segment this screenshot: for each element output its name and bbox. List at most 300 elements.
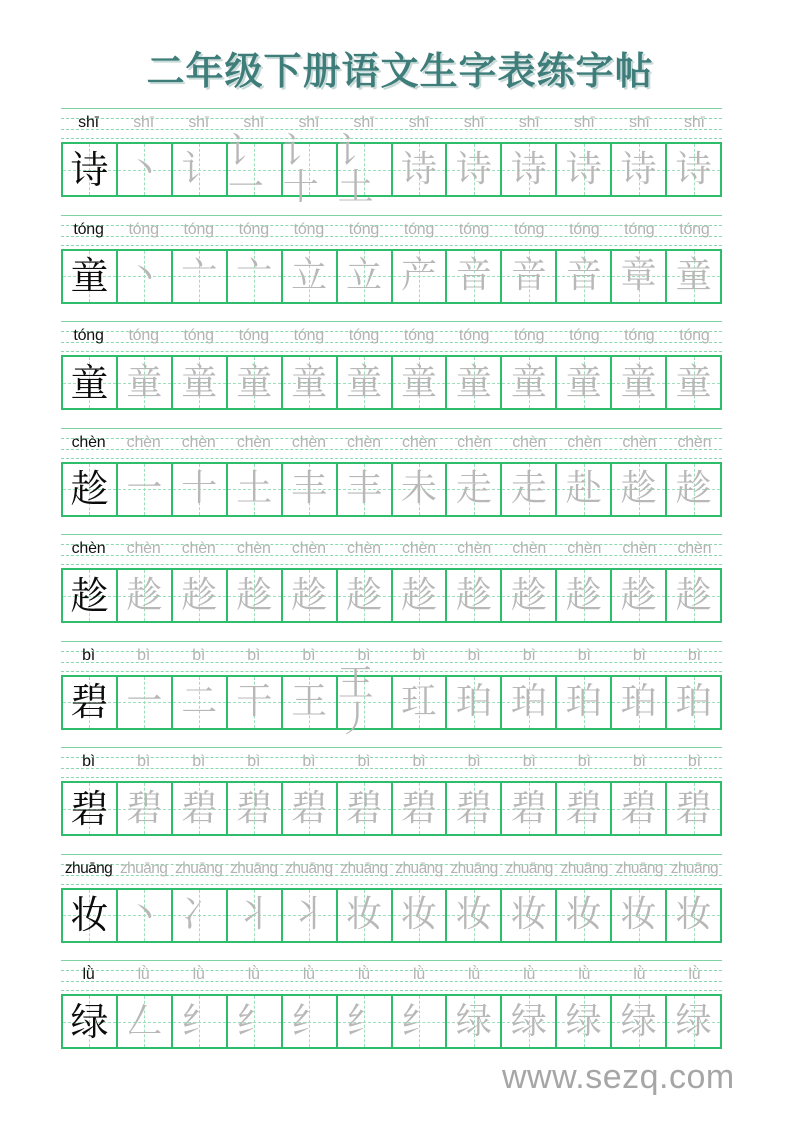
stroke-step-character: 音 — [455, 255, 492, 296]
stroke-step-character: 童 — [675, 361, 712, 403]
stroke-step-character: 王丿 — [337, 663, 374, 740]
stroke-step-character: 趁 — [236, 574, 273, 616]
stroke-step-character: 趁 — [291, 574, 328, 616]
pinyin-trace: tóng — [458, 220, 490, 238]
trace-cell — [393, 677, 448, 728]
stroke-step-character: 土 — [236, 468, 273, 509]
trace-cell — [502, 570, 557, 621]
pinyin-trace: tóng — [183, 220, 214, 238]
pinyin-trace: lǜ — [357, 966, 370, 983]
trace-cell — [667, 890, 720, 941]
stroke-step-character: 冫 — [181, 894, 218, 935]
stroke-step-character: 丬 — [236, 894, 273, 935]
pinyin-trace: bì — [687, 646, 701, 664]
page-title: 二年级下册语文生字表练字帖 — [146, 48, 654, 93]
guide-line — [61, 245, 722, 246]
trace-cell — [227, 130, 283, 208]
stroke-step-character: 趁 — [675, 468, 712, 509]
stroke-step-character: 趁 — [675, 574, 712, 616]
tianzige-row — [61, 249, 722, 304]
pinyin-trace: lǜ — [523, 966, 536, 983]
trace-cell — [447, 677, 502, 728]
trace-cell — [283, 251, 338, 302]
pinyin-trace: shī — [573, 114, 595, 131]
pinyin-trace: shī — [188, 114, 210, 131]
pinyin-model: bì — [82, 753, 96, 770]
stroke-step-character: 珀 — [455, 681, 492, 722]
pinyin-row — [61, 962, 722, 988]
trace-cell — [667, 464, 720, 515]
pinyin-trace: shī — [298, 114, 320, 131]
trace-cell — [173, 357, 228, 408]
trace-cell — [667, 677, 720, 728]
pinyin-trace: bì — [247, 646, 261, 664]
practice-row — [61, 639, 722, 746]
trace-cell — [502, 357, 557, 408]
trace-cell — [228, 357, 283, 408]
stroke-step-character: 纟 — [400, 1000, 437, 1042]
trace-cell — [393, 144, 448, 195]
model-cell — [63, 357, 118, 408]
trace-cell — [338, 251, 393, 302]
pinyin-trace: shī — [628, 114, 650, 131]
pinyin-row — [61, 536, 722, 562]
trace-cell — [118, 677, 173, 728]
guide-line — [61, 351, 722, 352]
trace-cell — [173, 783, 228, 834]
model-cell — [63, 677, 118, 728]
trace-cell — [228, 890, 283, 941]
tianzige-row — [61, 781, 722, 836]
stroke-step-character: 碧 — [236, 787, 273, 829]
stroke-step-character: 童 — [510, 361, 547, 403]
pinyin-trace: tóng — [238, 327, 269, 344]
trace-cell — [667, 996, 720, 1047]
stroke-step-character: 绿 — [510, 1000, 547, 1042]
pinyin-trace: bì — [632, 646, 646, 664]
pinyin-trace: chèn — [291, 433, 326, 451]
trace-cell — [118, 783, 173, 834]
stroke-step-character: 趁 — [126, 574, 163, 616]
stroke-step-character: 碧 — [181, 787, 218, 829]
stroke-step-character: 趁 — [620, 574, 657, 616]
trace-cell — [557, 677, 612, 728]
trace-cell — [612, 996, 667, 1047]
pinyin-trace: zhuāng — [615, 859, 663, 877]
stroke-step-character: 纟 — [181, 1000, 218, 1042]
trace-cell — [228, 783, 283, 834]
trace-cell — [447, 890, 502, 941]
model-character: 绿 — [70, 999, 109, 1044]
stroke-step-character: 碧 — [126, 787, 163, 829]
trace-cell — [118, 357, 173, 408]
stroke-step-character: 立 — [346, 255, 383, 296]
trace-cell — [557, 464, 612, 515]
pinyin-trace: bì — [137, 646, 151, 664]
pinyin-trace: shī — [408, 114, 430, 131]
trace-cell — [557, 251, 612, 302]
trace-cell — [667, 570, 720, 621]
trace-cell — [502, 251, 557, 302]
trace-cell — [557, 890, 612, 941]
stroke-step-character: 童 — [291, 361, 328, 403]
pinyin-trace: bì — [467, 753, 481, 770]
pinyin-trace: lǜ — [302, 966, 315, 983]
pinyin-trace: zhuāng — [450, 859, 498, 877]
trace-cell — [612, 464, 667, 515]
trace-cell — [393, 357, 448, 408]
pinyin-trace: shī — [133, 114, 154, 131]
stroke-step-character: 童 — [181, 361, 218, 403]
trace-cell — [338, 996, 393, 1047]
stroke-step-character: 碧 — [455, 787, 492, 829]
pinyin-trace: zhuāng — [285, 859, 333, 877]
trace-cell — [118, 996, 173, 1047]
trace-cell — [393, 783, 448, 834]
trace-cell — [557, 570, 612, 621]
trace-cell — [173, 996, 228, 1047]
stroke-step-character: 𠃋 — [126, 1000, 163, 1042]
pinyin-trace: shī — [463, 114, 485, 131]
pinyin-trace: chèn — [512, 433, 547, 451]
pinyin-trace: chèn — [126, 433, 161, 451]
pinyin-trace: chèn — [181, 433, 216, 451]
stroke-step-character: 玒 — [400, 681, 437, 722]
stroke-step-character: 妆 — [400, 894, 437, 935]
trace-cell — [283, 677, 338, 728]
pinyin-trace: lǜ — [468, 966, 481, 983]
stroke-step-character: 丶 — [126, 894, 163, 935]
stroke-step-character: 丰 — [346, 468, 383, 509]
pinyin-trace: bì — [522, 646, 536, 664]
stroke-step-character: 丶 — [126, 255, 163, 296]
pinyin-trace: chèn — [567, 433, 602, 451]
model-character: 童 — [70, 360, 109, 405]
trace-cell — [283, 890, 338, 941]
pinyin-trace: tóng — [128, 327, 159, 344]
stroke-step-character: 绿 — [565, 1000, 602, 1042]
stroke-step-character: 碧 — [346, 787, 383, 829]
pinyin-trace: tóng — [458, 327, 490, 344]
stroke-step-character: 讠土 — [337, 130, 374, 208]
stroke-step-character: 走 — [510, 468, 547, 509]
stroke-step-character: 讠十 — [282, 130, 319, 208]
trace-cell — [502, 144, 557, 195]
trace-cell — [667, 357, 720, 408]
model-character: 趁 — [70, 467, 109, 511]
guide-line — [61, 884, 722, 885]
tianzige-row — [61, 994, 722, 1049]
trace-cell — [447, 996, 502, 1047]
pinyin-trace: chèn — [622, 433, 657, 451]
practice-row — [61, 213, 722, 320]
pinyin-trace: chèn — [346, 540, 381, 557]
tianzige-row — [61, 355, 722, 410]
pinyin-model: shī — [78, 114, 99, 131]
stroke-step-character: 音 — [565, 255, 602, 296]
pinyin-trace: tóng — [348, 327, 380, 344]
stroke-step-character: 立 — [291, 255, 328, 296]
trace-cell — [118, 144, 173, 195]
pinyin-trace: chèn — [346, 433, 381, 451]
stroke-step-character: 王 — [291, 681, 328, 722]
tianzige-row — [61, 130, 722, 208]
guide-line — [61, 990, 722, 991]
pinyin-trace: lǜ — [192, 966, 205, 983]
stroke-step-character: 趁 — [181, 574, 218, 616]
pinyin-trace: chèn — [457, 540, 492, 557]
trace-cell — [393, 890, 448, 941]
pinyin-trace: bì — [467, 646, 481, 664]
pinyin-trace: zhuāng — [175, 859, 223, 877]
stroke-step-character: 珀 — [675, 681, 712, 722]
stroke-step-character: 童 — [236, 361, 273, 403]
pinyin-row — [61, 323, 722, 349]
trace-cell — [228, 677, 283, 728]
trace-cell — [612, 890, 667, 941]
pinyin-row — [61, 110, 722, 136]
stroke-step-character: 十 — [181, 468, 218, 509]
pinyin-trace: chèn — [236, 433, 271, 451]
pinyin-trace: bì — [632, 753, 646, 770]
pinyin-trace: chèn — [677, 433, 712, 451]
model-character: 诗 — [70, 147, 109, 192]
trace-cell — [447, 357, 502, 408]
stroke-step-character: 童 — [455, 361, 492, 403]
trace-cell — [228, 251, 283, 302]
pinyin-trace: tóng — [513, 327, 545, 344]
stroke-step-character: 产 — [400, 255, 437, 296]
guide-line — [61, 564, 722, 565]
pinyin-trace: bì — [577, 646, 591, 664]
guide-line — [61, 777, 722, 778]
stroke-step-character: 趁 — [620, 468, 657, 509]
pinyin-row — [61, 430, 722, 456]
practice-row — [61, 319, 722, 426]
pinyin-model: lǜ — [82, 966, 95, 983]
model-character: 碧 — [70, 680, 109, 724]
pinyin-trace: lǜ — [633, 966, 646, 983]
stroke-step-character: 妆 — [675, 894, 712, 935]
pinyin-trace: chèn — [181, 540, 216, 557]
trace-cell — [502, 996, 557, 1047]
stroke-step-character: 走 — [455, 468, 492, 509]
practice-row — [61, 958, 722, 1065]
stroke-step-character: 诗 — [510, 148, 547, 190]
trace-cell — [667, 783, 720, 834]
pinyin-trace: bì — [412, 646, 426, 664]
trace-cell — [393, 251, 448, 302]
stroke-step-character: 章 — [620, 255, 657, 296]
pinyin-row — [61, 856, 722, 882]
stroke-step-character: 童 — [675, 255, 712, 296]
stroke-step-character: 碧 — [291, 787, 328, 829]
stroke-step-character: 诗 — [565, 148, 602, 190]
trace-cell — [393, 464, 448, 515]
stroke-step-character: 童 — [400, 361, 437, 403]
pinyin-trace: zhuāng — [395, 859, 443, 877]
stroke-step-character: 纟 — [346, 1000, 383, 1042]
pinyin-trace: chèn — [291, 540, 326, 557]
pinyin-trace: chèn — [512, 540, 547, 557]
tianzige-row — [61, 663, 722, 740]
pinyin-trace: bì — [302, 753, 316, 770]
trace-cell — [447, 464, 502, 515]
pinyin-trace: shī — [353, 114, 375, 131]
pinyin-model: tóng — [73, 327, 104, 344]
stroke-step-character: 诗 — [455, 148, 492, 190]
trace-cell — [557, 783, 612, 834]
tianzige-row — [61, 462, 722, 517]
guide-line — [61, 138, 722, 139]
stroke-step-character: 碧 — [620, 787, 657, 829]
trace-cell — [173, 570, 228, 621]
pinyin-trace: chèn — [457, 433, 492, 451]
pinyin-trace: bì — [357, 753, 371, 770]
stroke-step-character: 诗 — [400, 148, 437, 190]
trace-cell — [173, 251, 228, 302]
trace-cell — [502, 677, 557, 728]
model-cell — [63, 996, 118, 1047]
trace-cell — [283, 464, 338, 515]
pinyin-trace: bì — [192, 753, 206, 770]
stroke-step-character: 趁 — [346, 574, 383, 616]
model-cell — [63, 783, 118, 834]
pinyin-trace: tóng — [679, 327, 710, 344]
model-character: 碧 — [70, 786, 109, 831]
stroke-step-character: 丶 — [126, 148, 163, 190]
stroke-step-character: 妆 — [455, 894, 492, 935]
trace-cell — [393, 996, 448, 1047]
watermark: www.sezq.com — [502, 1058, 735, 1096]
pinyin-trace: chèn — [677, 540, 712, 557]
trace-cell — [557, 144, 612, 195]
pinyin-trace: chèn — [402, 433, 436, 451]
trace-cell — [283, 357, 338, 408]
pinyin-model: tóng — [73, 220, 104, 238]
trace-cell — [173, 144, 228, 195]
pinyin-row — [61, 217, 722, 243]
trace-cell — [393, 570, 448, 621]
pinyin-trace: zhuāng — [340, 859, 388, 877]
pinyin-trace: tóng — [128, 220, 159, 238]
trace-cell — [612, 783, 667, 834]
pinyin-model: chèn — [71, 540, 106, 557]
pinyin-trace: zhuāng — [119, 859, 168, 877]
stroke-step-character: 童 — [346, 361, 383, 403]
pinyin-trace: tóng — [348, 220, 380, 238]
trace-cell — [612, 677, 667, 728]
pinyin-trace: zhuāng — [670, 859, 719, 877]
pinyin-trace: bì — [302, 646, 316, 664]
trace-cell — [557, 996, 612, 1047]
pinyin-trace: tóng — [293, 327, 325, 344]
stroke-step-character: 讠一 — [227, 130, 264, 208]
trace-cell — [338, 464, 393, 515]
trace-cell — [228, 996, 283, 1047]
stroke-step-character: 亠 — [236, 255, 273, 296]
pinyin-trace: bì — [357, 646, 371, 664]
pinyin-trace: tóng — [569, 327, 600, 344]
trace-cell — [283, 783, 338, 834]
pinyin-trace: tóng — [403, 220, 435, 238]
pinyin-trace: bì — [192, 646, 206, 664]
stroke-step-character: 珀 — [620, 681, 657, 722]
pinyin-trace: chèn — [622, 540, 657, 557]
trace-cell — [338, 357, 393, 408]
trace-cell — [338, 890, 393, 941]
pinyin-model: bì — [82, 646, 96, 664]
model-character: 趁 — [70, 573, 109, 618]
pinyin-trace: tóng — [513, 220, 545, 238]
stroke-step-character: 讠 — [181, 148, 218, 190]
model-cell — [63, 890, 118, 941]
trace-cell — [283, 996, 338, 1047]
practice-sheet — [61, 106, 722, 1065]
model-cell — [63, 251, 118, 302]
pinyin-trace: zhuāng — [505, 859, 553, 877]
trace-cell — [502, 890, 557, 941]
stroke-step-character: 童 — [565, 361, 602, 403]
stroke-step-character: 纟 — [291, 1000, 328, 1042]
pinyin-trace: chèn — [126, 540, 161, 557]
stroke-step-character: 绿 — [455, 1000, 492, 1042]
pinyin-trace: shī — [684, 114, 705, 131]
stroke-step-character: 碧 — [400, 787, 437, 829]
model-cell — [63, 144, 118, 195]
stroke-step-character: 碧 — [675, 787, 712, 829]
pinyin-trace: tóng — [569, 220, 600, 238]
stroke-step-character: 亠 — [181, 255, 218, 296]
stroke-step-character: 童 — [126, 361, 163, 403]
stroke-step-character: 珀 — [510, 681, 547, 722]
guide-line — [61, 671, 722, 672]
stroke-step-character: 妆 — [346, 894, 383, 935]
pinyin-trace: tóng — [183, 327, 214, 344]
pinyin-trace: lǜ — [137, 966, 150, 983]
trace-cell — [283, 570, 338, 621]
stroke-step-character: 碧 — [565, 787, 602, 829]
pinyin-trace: tóng — [238, 220, 269, 238]
stroke-step-character: 趁 — [455, 574, 492, 616]
model-cell — [63, 464, 118, 515]
trace-cell — [667, 144, 720, 195]
pinyin-trace: tóng — [403, 327, 435, 344]
trace-cell — [118, 570, 173, 621]
pinyin-trace: lǜ — [412, 966, 426, 983]
trace-cell — [612, 570, 667, 621]
stroke-step-character: 诗 — [675, 148, 712, 190]
stroke-step-character: 干 — [236, 681, 273, 722]
tianzige-row — [61, 568, 722, 623]
stroke-step-character: 童 — [620, 361, 657, 403]
trace-cell — [337, 130, 393, 208]
practice-row — [61, 532, 722, 639]
trace-cell — [228, 570, 283, 621]
pinyin-trace: lǜ — [688, 966, 701, 983]
stroke-step-character: 丰 — [291, 468, 328, 509]
trace-cell — [228, 464, 283, 515]
pinyin-model: zhuāng — [64, 859, 113, 877]
trace-cell — [118, 890, 173, 941]
stroke-step-character: 妆 — [565, 894, 602, 935]
stroke-step-character: 一 — [126, 468, 163, 509]
pinyin-row — [61, 643, 722, 669]
practice-row — [61, 106, 722, 213]
stroke-step-character: 趁 — [565, 574, 602, 616]
pinyin-trace: zhuāng — [560, 859, 608, 877]
pinyin-trace: shī — [243, 114, 265, 131]
